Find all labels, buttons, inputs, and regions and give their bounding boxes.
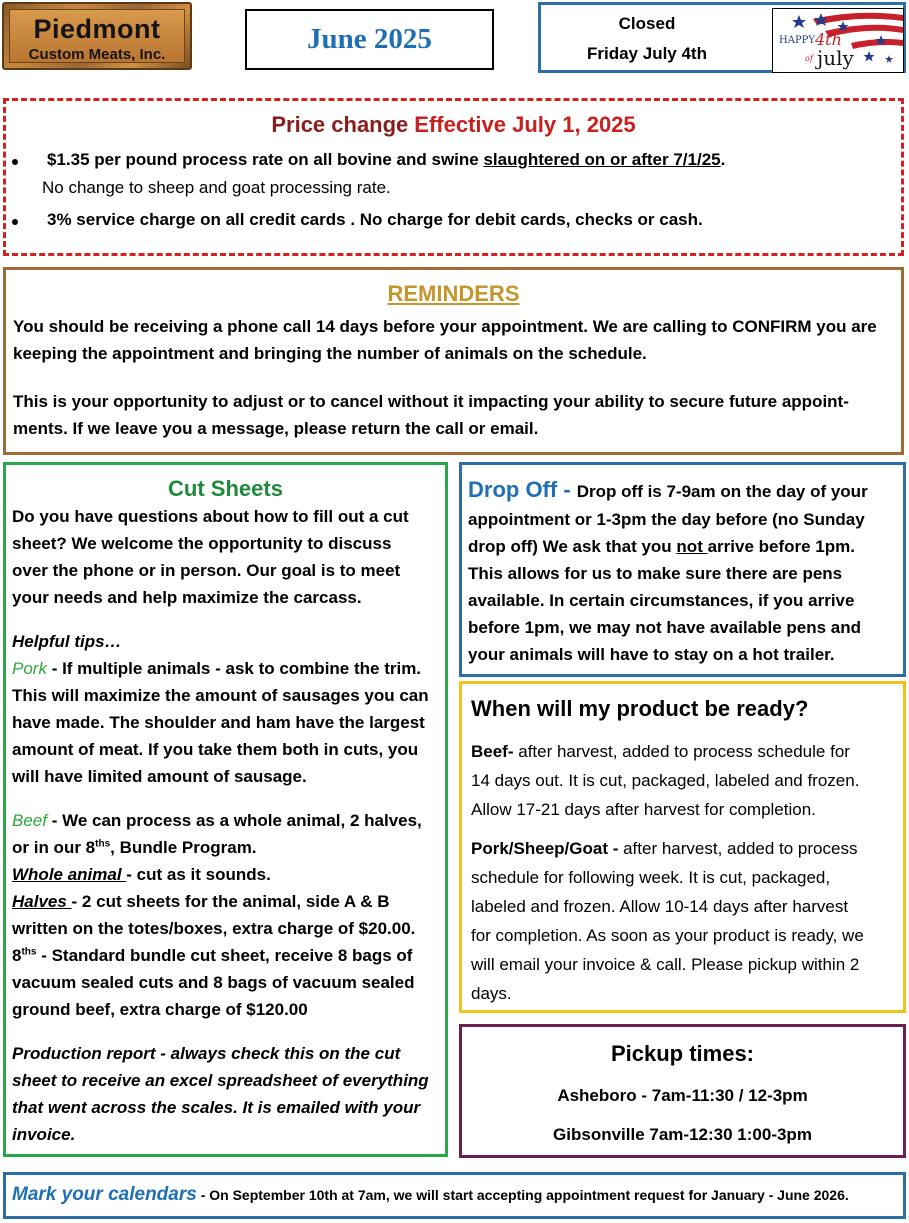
production-report-line: Production report - always check this on the cut — [12, 1044, 401, 1063]
eighths-label: 8 — [12, 946, 22, 965]
drop-off-text: Drop off is 7-9am on the day of your — [576, 482, 868, 501]
drop-off-line: your animals will have to stay on a hot trailer. — [468, 645, 835, 664]
drop-off-line — [468, 537, 855, 557]
beef-label: Beef — [12, 811, 47, 830]
drop-off-underlined: not — [676, 537, 708, 556]
ready-psg-line: days. — [471, 984, 512, 1003]
pork-tip-line: have made. The shoulder and ham have the largest — [12, 713, 425, 732]
pork-label: Pork — [12, 659, 47, 678]
price-bullet-1-end: . — [720, 150, 726, 169]
july-4th-text: 4th — [815, 30, 842, 49]
logo-subtitle: Custom Meats, Inc. — [28, 46, 166, 63]
price-bullet-1-line2: No change to sheep and goat processing rate. — [42, 178, 391, 197]
ready-psg-line: for completion. As soon as your product is ready, we — [471, 926, 864, 945]
price-bullet-1-text: $1.35 per pound process rate on all bovine and swine — [47, 150, 484, 169]
drop-off-title: Drop Off - — [468, 477, 577, 502]
july-word-text: july — [817, 46, 854, 70]
whole-animal-line — [12, 865, 271, 885]
production-report-line: that went across the scales. It is emailed with your — [12, 1098, 421, 1117]
ready-psg-line — [471, 839, 857, 859]
closed-notice — [538, 2, 906, 73]
helpful-tips-label: Helpful tips… — [12, 632, 122, 651]
drop-off-text: arrive before 1pm. — [707, 537, 855, 556]
reminders-paragraph-1: You should be receiving a phone call 14 days before your appointment. We are calling to CONFIRM you are keeping the appointment and bringing the number of animals on the schedule. — [13, 317, 877, 363]
whole-animal-label: Whole animal — [12, 865, 127, 884]
ready-psg-line: labeled and frozen. Allow 10-14 days after harvest — [471, 897, 849, 916]
ready-beef-line: 14 days out. It is cut, packaged, labeled and frozen. — [471, 771, 860, 790]
production-report-line: invoice. — [12, 1125, 76, 1144]
eighths-line — [12, 946, 412, 966]
bullet-icon — [12, 219, 18, 225]
price-bullet-2: 3% service charge on all credit cards . No charge for debit cards, checks or cash. — [47, 210, 703, 229]
beef-tip-text: - We can process as a whole animal, 2 halves, — [46, 811, 422, 830]
ready-psg-text: after harvest, added to process — [618, 839, 858, 858]
pickup-asheboro: Asheboro - 7am-11:30 / 12-3pm — [557, 1086, 808, 1105]
logo-name: Piedmont — [33, 14, 161, 44]
eighths-sup: ths — [21, 946, 37, 958]
drop-off-first-line — [468, 477, 868, 503]
flag-graphic — [773, 9, 903, 72]
company-logo — [2, 2, 192, 70]
price-bullet-1 — [47, 150, 725, 170]
pork-tip-line: This will maximize the amount of sausages you can — [12, 686, 429, 705]
cut-sheets-title: Cut Sheets — [168, 476, 283, 501]
price-change-heading — [6, 112, 901, 138]
beef-tip-line — [12, 838, 257, 858]
mark-calendars-box — [3, 1172, 906, 1219]
drop-off-line: available. In certain circumstances, if you arrive — [468, 591, 855, 610]
beef-tip — [12, 811, 422, 831]
product-ready-box — [459, 681, 906, 1013]
price-bullet-1-underlined: slaughtered on or after 7/1/25 — [483, 150, 721, 169]
mark-calendars-text: - On September 10th at 7am, we will start accepting appointment request for January - June 2026. — [196, 1187, 849, 1203]
pork-tip-text: - If multiple animals - ask to combine the trim. — [46, 659, 422, 678]
eighths-line: ground beef, extra charge of $120.00 — [12, 1000, 308, 1019]
beef-bundle-sup: ths — [95, 838, 111, 850]
eighths-line: vacuum sealed cuts and 8 bags of vacuum sealed — [12, 973, 415, 992]
beef-bundle-text-end: , Bundle Program. — [110, 838, 257, 857]
price-change-box — [3, 98, 904, 256]
pickup-times-box — [459, 1024, 906, 1158]
drop-off-line: before 1pm, we may not have available pens and — [468, 618, 862, 637]
july-of-text: of — [805, 54, 813, 63]
whole-animal-text: - cut as it sounds. — [126, 865, 271, 884]
price-change-title: Price change — [271, 112, 409, 137]
ready-beef-label: Beef- — [471, 742, 514, 761]
july-happy-text: HAPPY — [779, 35, 816, 46]
ready-beef-line: Allow 17-21 days after harvest for completion. — [471, 800, 816, 819]
reminders-title: REMINDERS — [387, 281, 520, 306]
ready-beef-text: after harvest, added to process schedule for — [513, 742, 850, 761]
pork-tip — [12, 659, 421, 679]
halves-label: Halves — [12, 892, 72, 911]
happy-4th-july-image — [772, 8, 904, 73]
product-ready-title: When will my product be ready? — [471, 696, 809, 721]
cut-intro-line: sheet? We welcome the opportunity to discuss — [12, 534, 392, 553]
closed-date: Friday July 4th — [587, 44, 707, 63]
price-change-effective: Effective July 1, 2025 — [414, 112, 636, 137]
cut-intro-line: your needs and help maximize the carcass. — [12, 588, 362, 607]
pickup-gibsonville: Gibsonville 7am-12:30 1:00-3pm — [553, 1125, 812, 1144]
reminders-paragraph-2: This is your opportunity to adjust or to cancel without it impacting your ability to secure future appoint-ments. If we leave you a message, please return the call or email. — [13, 392, 849, 438]
ready-psg-line: schedule for following week. It is cut, packaged, — [471, 868, 831, 887]
drop-off-line: appointment or 1-3pm the day before (no Sunday — [468, 510, 865, 529]
drop-off-box — [459, 462, 906, 677]
cut-intro-line: Do you have questions about how to fill out a cut — [12, 507, 409, 526]
reminders-box — [3, 267, 904, 455]
ready-psg-line: will email your invoice & call. Please pickup within 2 — [471, 955, 860, 974]
drop-off-text: drop off) We ask that you — [468, 537, 677, 556]
pork-tip-line: amount of meat. If you take them both in cuts, you — [12, 740, 419, 759]
bullet-icon — [12, 159, 18, 165]
beef-bundle-text: or in our 8 — [12, 838, 96, 857]
cut-intro-line: over the phone or in person. Our goal is to meet — [12, 561, 401, 580]
closed-label: Closed — [618, 14, 676, 33]
cut-sheets-box — [3, 462, 448, 1157]
halves-line-2: written on the totes/boxes, extra charge of $20.00. — [12, 919, 416, 938]
halves-line — [12, 892, 390, 912]
mark-calendars-line — [12, 1184, 849, 1206]
eighths-text: - Standard bundle cut sheet, receive 8 bags of — [36, 946, 413, 965]
mark-calendars-lead: Mark your calendars — [12, 1184, 197, 1205]
pickup-title: Pickup times: — [610, 1041, 755, 1066]
month-title: June 2025 — [245, 9, 494, 70]
ready-beef-line — [471, 742, 850, 762]
production-report-line: sheet to receive an excel spreadsheet of everything — [12, 1071, 429, 1090]
logo-plate — [9, 9, 185, 63]
halves-text: - 2 cut sheets for the animal, side A & B — [71, 892, 390, 911]
drop-off-line: This allows for us to make sure there are pens — [468, 564, 843, 583]
pork-tip-line: will have limited amount of sausage. — [12, 767, 307, 786]
ready-psg-label: Pork/Sheep/Goat - — [471, 839, 619, 858]
